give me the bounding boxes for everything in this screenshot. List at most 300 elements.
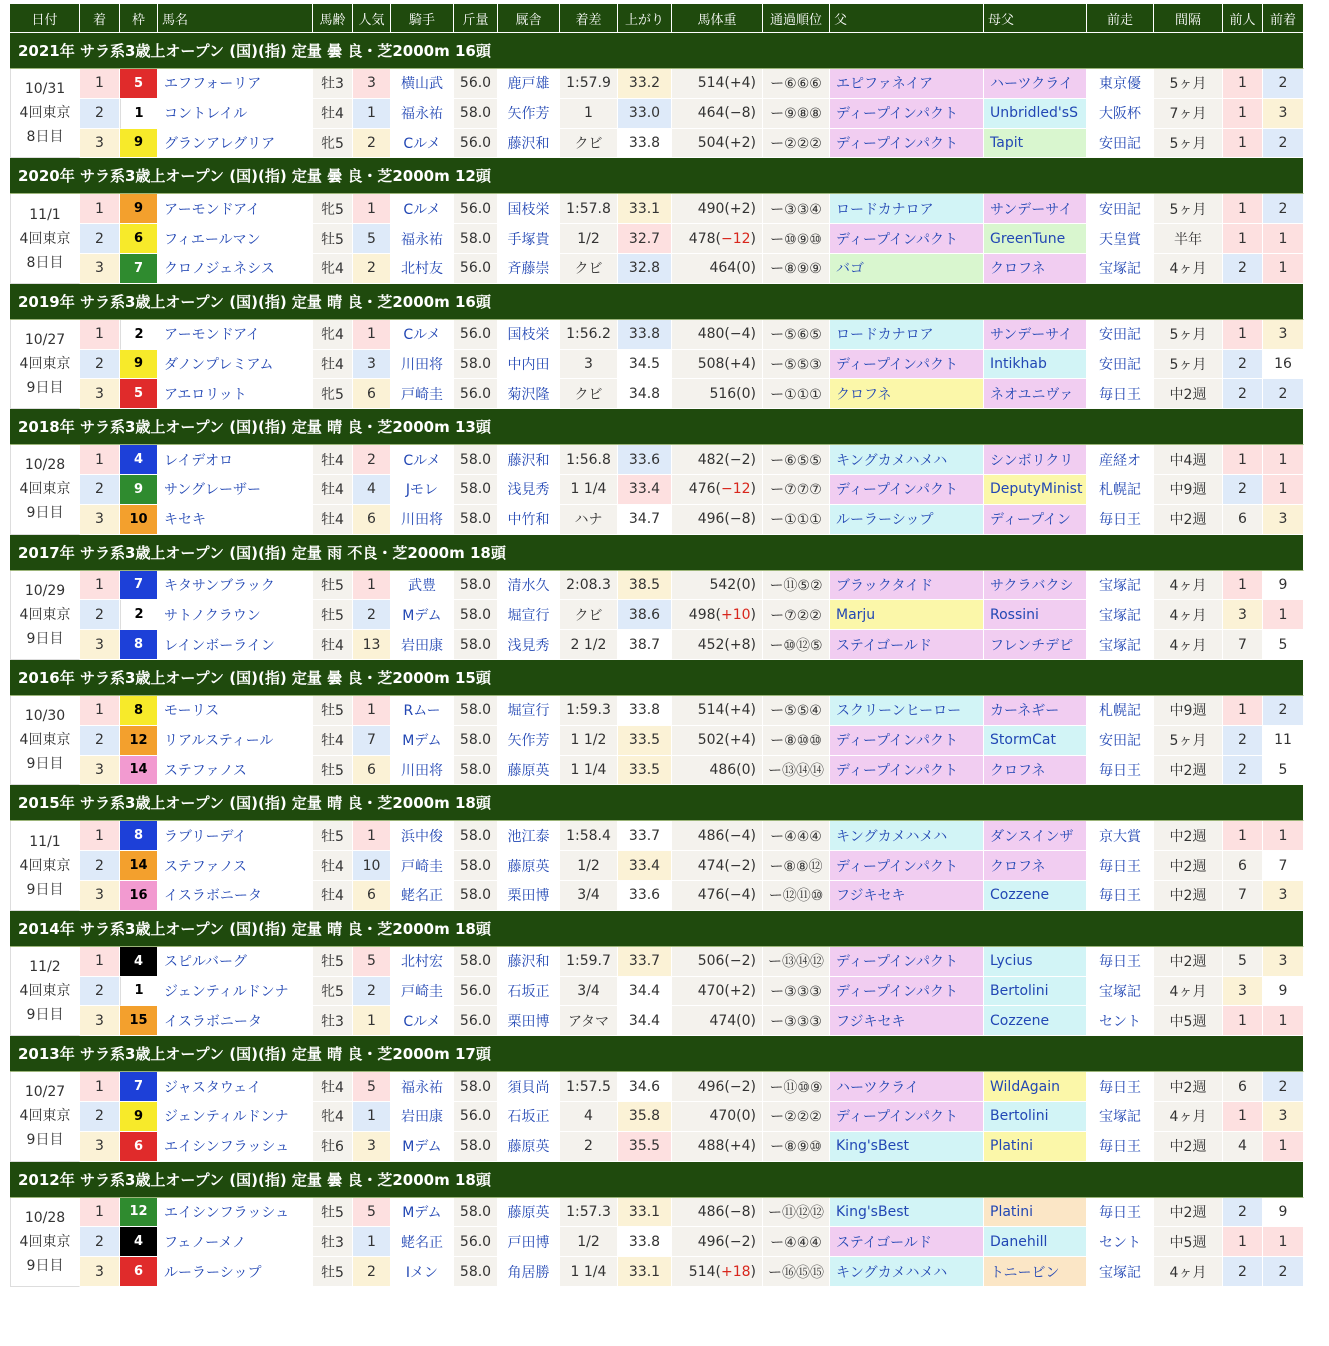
- passing-order: ー②②②: [763, 1102, 830, 1132]
- finish-rank: 3: [80, 881, 120, 911]
- prev-race-link[interactable]: 東京優: [1087, 69, 1154, 99]
- stable-link[interactable]: 鹿戸雄: [498, 69, 560, 99]
- passing-order: ー⑤⑤③: [763, 350, 830, 380]
- horse-age: 牡5: [313, 571, 353, 601]
- horse-name-link[interactable]: ステファノス: [158, 851, 313, 881]
- race-meet: 4回東京: [19, 1108, 71, 1125]
- carried-weight: 58.0: [454, 1132, 498, 1162]
- prev-race-link[interactable]: 宝塚記: [1087, 571, 1154, 601]
- jockey-link[interactable]: 福永祐: [391, 99, 454, 129]
- prev-rank: 1: [1263, 1006, 1304, 1036]
- sire-link[interactable]: キングカメハメハ: [830, 821, 984, 851]
- jockey-link[interactable]: Cルメ: [391, 129, 454, 159]
- broodmare-sire-link[interactable]: サンデーサイ: [984, 320, 1087, 350]
- prev-race-link[interactable]: 宝塚記: [1087, 1102, 1154, 1132]
- carried-weight: 56.0: [454, 1006, 498, 1036]
- race-meet: 4回東京: [19, 982, 71, 999]
- stable-link[interactable]: 菊沢隆: [498, 379, 560, 409]
- sire-link[interactable]: ディープインパクト: [830, 224, 984, 254]
- interval: 4ヶ月: [1154, 1102, 1223, 1132]
- sire-link[interactable]: King'sBest: [830, 1198, 984, 1228]
- sire-link[interactable]: ディープインパクト: [830, 99, 984, 129]
- broodmare-sire-link[interactable]: Platini: [984, 1132, 1087, 1162]
- sire-link[interactable]: ブラックタイド: [830, 571, 984, 601]
- carried-weight: 58.0: [454, 350, 498, 380]
- broodmare-sire-link[interactable]: シンボリクリ: [984, 445, 1087, 475]
- prev-popularity: 3: [1223, 977, 1263, 1007]
- sire-link[interactable]: ディープインパクト: [830, 350, 984, 380]
- carried-weight: 56.0: [454, 194, 498, 224]
- horse-name-link[interactable]: ジャスタウェイ: [158, 1072, 313, 1102]
- jockey-link[interactable]: 川田将: [391, 505, 454, 535]
- broodmare-sire-link[interactable]: Cozzene: [984, 881, 1087, 911]
- jockey-link[interactable]: 北村宏: [391, 947, 454, 977]
- result-row: [10, 445, 1304, 475]
- stable-link[interactable]: 国枝栄: [498, 194, 560, 224]
- sire-link[interactable]: ディープインパクト: [830, 129, 984, 159]
- stable-link[interactable]: 藤原英: [498, 1198, 560, 1228]
- horse-age: 牡3: [313, 1006, 353, 1036]
- last-3f-time: 33.4: [618, 475, 672, 505]
- prev-popularity: 1: [1223, 1102, 1263, 1132]
- sire-link[interactable]: ロードカナロア: [830, 320, 984, 350]
- prev-rank: 2: [1263, 1257, 1304, 1287]
- result-row: [10, 379, 1304, 409]
- broodmare-sire-link[interactable]: Bertolini: [984, 1102, 1087, 1132]
- broodmare-sire-link[interactable]: クロフネ: [984, 254, 1087, 284]
- horse-age: 牝4: [313, 254, 353, 284]
- popularity: 7: [353, 726, 391, 756]
- broodmare-sire-link[interactable]: Bertolini: [984, 977, 1087, 1007]
- stable-link[interactable]: 矢作芳: [498, 99, 560, 129]
- horse-name-link[interactable]: フィエールマン: [158, 224, 313, 254]
- horse-name-link[interactable]: コントレイル: [158, 99, 313, 129]
- prev-race-link[interactable]: 毎日王: [1087, 947, 1154, 977]
- stable-link[interactable]: 栗田博: [498, 881, 560, 911]
- sire-link[interactable]: フジキセキ: [830, 1006, 984, 1036]
- prev-rank: 2: [1263, 696, 1304, 726]
- jockey-link[interactable]: Mデム: [391, 1132, 454, 1162]
- body-weight: 474(−2): [672, 851, 763, 881]
- body-weight: 514(+4): [672, 69, 763, 99]
- interval: 5ヶ月: [1154, 129, 1223, 159]
- prev-popularity: 2: [1223, 350, 1263, 380]
- broodmare-sire-link[interactable]: ディープイン: [984, 505, 1087, 535]
- jockey-link[interactable]: 横山武: [391, 69, 454, 99]
- prev-race-link[interactable]: 毎日王: [1087, 1132, 1154, 1162]
- prev-race-link[interactable]: 宝塚記: [1087, 254, 1154, 284]
- broodmare-sire-link[interactable]: DeputyMinist: [984, 475, 1087, 505]
- prev-race-link[interactable]: 毎日王: [1087, 756, 1154, 786]
- margin: 1:57.8: [560, 194, 618, 224]
- interval: 中2週: [1154, 821, 1223, 851]
- last-3f-time: 33.8: [618, 696, 672, 726]
- margin: クビ: [560, 600, 618, 630]
- race-day: 8日目: [26, 254, 64, 271]
- prev-rank: 1: [1263, 445, 1304, 475]
- stable-link[interactable]: 池江泰: [498, 821, 560, 851]
- stable-link[interactable]: 清水久: [498, 571, 560, 601]
- carried-weight: 58.0: [454, 600, 498, 630]
- interval: 5ヶ月: [1154, 320, 1223, 350]
- sire-link[interactable]: ディープインパクト: [830, 726, 984, 756]
- stable-link[interactable]: 国枝栄: [498, 320, 560, 350]
- header-row: [10, 4, 1304, 33]
- sire-link[interactable]: ハーツクライ: [830, 1072, 984, 1102]
- broodmare-sire-link[interactable]: Rossini: [984, 600, 1087, 630]
- sire-link[interactable]: エピファネイア: [830, 69, 984, 99]
- race-date-cell: [10, 320, 80, 409]
- sire-link[interactable]: ディープインパクト: [830, 947, 984, 977]
- margin: 2 1/2: [560, 630, 618, 660]
- broodmare-sire-link[interactable]: WildAgain: [984, 1072, 1087, 1102]
- horse-name-link[interactable]: ラブリーデイ: [158, 821, 313, 851]
- sire-link[interactable]: ディープインパクト: [830, 475, 984, 505]
- prev-race-link[interactable]: 天皇賞: [1087, 224, 1154, 254]
- stable-link[interactable]: 栗田博: [498, 1006, 560, 1036]
- horse-name-link[interactable]: レインボーライン: [158, 630, 313, 660]
- last-3f-time: 33.8: [618, 1227, 672, 1257]
- interval: 4ヶ月: [1154, 571, 1223, 601]
- prev-race-link[interactable]: 宝塚記: [1087, 1257, 1154, 1287]
- stable-link[interactable]: 藤沢和: [498, 129, 560, 159]
- horse-name-link[interactable]: リアルスティール: [158, 726, 313, 756]
- prev-race-link[interactable]: 宝塚記: [1087, 630, 1154, 660]
- finish-rank: 1: [80, 69, 120, 99]
- horse-name-link[interactable]: イスラボニータ: [158, 1006, 313, 1036]
- stable-link[interactable]: 中内田: [498, 350, 560, 380]
- prev-race-link[interactable]: 毎日王: [1087, 881, 1154, 911]
- horse-name-link[interactable]: キタサンブラック: [158, 571, 313, 601]
- prev-race-link[interactable]: 毎日王: [1087, 379, 1154, 409]
- horse-name-link[interactable]: エフフォーリア: [158, 69, 313, 99]
- sire-link[interactable]: ディープインパクト: [830, 851, 984, 881]
- body-weight-text: 498(+10): [688, 606, 756, 623]
- last-3f-time: 35.5: [618, 1132, 672, 1162]
- popularity: 1: [353, 821, 391, 851]
- sire-link[interactable]: ディープインパクト: [830, 756, 984, 786]
- result-row: [10, 69, 1304, 99]
- body-weight: 486(0): [672, 756, 763, 786]
- sire-link[interactable]: フジキセキ: [830, 881, 984, 911]
- broodmare-sire-link[interactable]: ハーツクライ: [984, 69, 1087, 99]
- horse-age: 牝5: [313, 379, 353, 409]
- interval: 7ヶ月: [1154, 99, 1223, 129]
- prev-race-link[interactable]: セント: [1087, 1227, 1154, 1257]
- stable-link[interactable]: 堀宣行: [498, 600, 560, 630]
- jockey-link[interactable]: 武豊: [391, 571, 454, 601]
- stable-link[interactable]: 須貝尚: [498, 1072, 560, 1102]
- passing-order: ー⑨⑧⑧: [763, 99, 830, 129]
- result-row: [10, 571, 1304, 601]
- carried-weight: 56.0: [454, 1102, 498, 1132]
- race-meet: 4回東京: [19, 732, 71, 749]
- horse-name-link[interactable]: ルーラーシップ: [158, 1257, 313, 1287]
- last-3f-time: 33.6: [618, 445, 672, 475]
- sire-link[interactable]: キングカメハメハ: [830, 445, 984, 475]
- last-3f-time: 34.8: [618, 379, 672, 409]
- stable-link[interactable]: 浅見秀: [498, 630, 560, 660]
- stable-link[interactable]: 斉藤崇: [498, 254, 560, 284]
- interval: 中9週: [1154, 475, 1223, 505]
- stable-link[interactable]: 中竹和: [498, 505, 560, 535]
- jockey-link[interactable]: Cルメ: [391, 445, 454, 475]
- prev-race-link[interactable]: 産経オ: [1087, 445, 1154, 475]
- jockey-link[interactable]: 福永祐: [391, 224, 454, 254]
- jockey-link[interactable]: 蛯名正: [391, 881, 454, 911]
- prev-race-link[interactable]: 毎日王: [1087, 851, 1154, 881]
- passing-order: ー③③③: [763, 1006, 830, 1036]
- prev-popularity: 1: [1223, 1227, 1263, 1257]
- prev-race-link[interactable]: 札幌記: [1087, 696, 1154, 726]
- carried-weight: 58.0: [454, 445, 498, 475]
- broodmare-sire-link[interactable]: Danehill: [984, 1227, 1087, 1257]
- broodmare-sire-link[interactable]: Lycius: [984, 947, 1087, 977]
- stable-link[interactable]: 矢作芳: [498, 726, 560, 756]
- interval: 中2週: [1154, 505, 1223, 535]
- sire-link[interactable]: ステイゴールド: [830, 630, 984, 660]
- jockey-link[interactable]: Mデム: [391, 600, 454, 630]
- broodmare-sire-link[interactable]: Intikhab: [984, 350, 1087, 380]
- sire-link[interactable]: クロフネ: [830, 379, 984, 409]
- last-3f-time: 33.1: [618, 1198, 672, 1228]
- horse-age: 牡4: [313, 350, 353, 380]
- prev-rank: 3: [1263, 947, 1304, 977]
- body-weight: 474(0): [672, 1006, 763, 1036]
- broodmare-sire-link[interactable]: StormCat: [984, 726, 1087, 756]
- prev-race-link[interactable]: 安田記: [1087, 129, 1154, 159]
- carried-weight: 58.0: [454, 224, 498, 254]
- horse-name-link[interactable]: サングレーザー: [158, 475, 313, 505]
- waku-number: 1: [120, 99, 158, 129]
- sire-link[interactable]: Marju: [830, 600, 984, 630]
- horse-name-link[interactable]: モーリス: [158, 696, 313, 726]
- race-date-cell: [10, 1072, 80, 1161]
- race-day: 9日目: [26, 1006, 64, 1023]
- prev-rank: 5: [1263, 756, 1304, 786]
- sire-link[interactable]: スクリーンヒーロー: [830, 696, 984, 726]
- passing-order: ー⑧⑨⑩: [763, 1132, 830, 1162]
- jockey-link[interactable]: 戸崎圭: [391, 851, 454, 881]
- stable-link[interactable]: 石坂正: [498, 977, 560, 1007]
- prev-race-link[interactable]: 宝塚記: [1087, 600, 1154, 630]
- race-header-row: [10, 409, 1304, 445]
- broodmare-sire-link[interactable]: クロフネ: [984, 756, 1087, 786]
- margin: 4: [560, 1102, 618, 1132]
- broodmare-sire-link[interactable]: サンデーサイ: [984, 194, 1087, 224]
- jockey-link[interactable]: 福永祐: [391, 1072, 454, 1102]
- prev-popularity: 1: [1223, 320, 1263, 350]
- stable-link[interactable]: 藤原英: [498, 1132, 560, 1162]
- last-3f-time: 33.7: [618, 947, 672, 977]
- race-title: 2012年 サラ系3歳上オープン (国)(指) 定量 曇 良・芝2000m 18頭: [10, 1162, 1304, 1198]
- jockey-link[interactable]: Jモレ: [391, 475, 454, 505]
- waku-number: 7: [120, 571, 158, 601]
- finish-rank: 3: [80, 1257, 120, 1287]
- prev-race-link[interactable]: セント: [1087, 1006, 1154, 1036]
- prev-race-link[interactable]: 京大賞: [1087, 821, 1154, 851]
- result-row: [10, 1132, 1304, 1162]
- stable-link[interactable]: 手塚貴: [498, 224, 560, 254]
- carried-weight: 58.0: [454, 726, 498, 756]
- broodmare-sire-link[interactable]: サクラバクシ: [984, 571, 1087, 601]
- sire-link[interactable]: ロードカナロア: [830, 194, 984, 224]
- prev-popularity: 2: [1223, 475, 1263, 505]
- interval: 4ヶ月: [1154, 1257, 1223, 1287]
- jockey-link[interactable]: 蛯名正: [391, 1227, 454, 1257]
- header-interval: 間隔: [1154, 4, 1223, 33]
- interval: 5ヶ月: [1154, 350, 1223, 380]
- horse-name-link[interactable]: エイシンフラッシュ: [158, 1198, 313, 1228]
- prev-race-link[interactable]: 毎日王: [1087, 1072, 1154, 1102]
- prev-rank: 16: [1263, 350, 1304, 380]
- prev-popularity: 7: [1223, 881, 1263, 911]
- broodmare-sire-link[interactable]: トニービン: [984, 1257, 1087, 1287]
- horse-name-link[interactable]: キセキ: [158, 505, 313, 535]
- stable-link[interactable]: 藤沢和: [498, 947, 560, 977]
- horse-age: 牡3: [313, 69, 353, 99]
- horse-name-link[interactable]: フェノーメノ: [158, 1227, 313, 1257]
- passing-order: ー⑯⑮⑮: [763, 1257, 830, 1287]
- horse-name-link[interactable]: スピルバーグ: [158, 947, 313, 977]
- prev-race-link[interactable]: 安田記: [1087, 350, 1154, 380]
- horse-name-link[interactable]: サトノクラウン: [158, 600, 313, 630]
- horse-name-link[interactable]: ステファノス: [158, 756, 313, 786]
- stable-link[interactable]: 藤沢和: [498, 445, 560, 475]
- prev-popularity: 6: [1223, 851, 1263, 881]
- prev-rank: 3: [1263, 320, 1304, 350]
- waku-number: 6: [120, 1257, 158, 1287]
- jockey-link[interactable]: 岩田康: [391, 630, 454, 660]
- body-weight: 504(+2): [672, 129, 763, 159]
- jockey-link[interactable]: 戸崎圭: [391, 379, 454, 409]
- horse-name-link[interactable]: クロノジェネシス: [158, 254, 313, 284]
- passing-order: ー⑧⑩⑩: [763, 726, 830, 756]
- broodmare-sire-link[interactable]: Tapit: [984, 129, 1087, 159]
- prev-popularity: 1: [1223, 129, 1263, 159]
- horse-name-link[interactable]: イスラボニータ: [158, 881, 313, 911]
- prev-popularity: 1: [1223, 445, 1263, 475]
- jockey-link[interactable]: Rムー: [391, 696, 454, 726]
- jockey-link[interactable]: 川田将: [391, 350, 454, 380]
- interval: 半年: [1154, 224, 1223, 254]
- horse-name-link[interactable]: レイデオロ: [158, 445, 313, 475]
- interval: 中2週: [1154, 379, 1223, 409]
- prev-rank: 3: [1263, 505, 1304, 535]
- horse-name-link[interactable]: アーモンドアイ: [158, 320, 313, 350]
- stable-link[interactable]: 戸田博: [498, 1227, 560, 1257]
- jockey-link[interactable]: Cルメ: [391, 194, 454, 224]
- popularity: 1: [353, 320, 391, 350]
- prev-race-link[interactable]: 大阪杯: [1087, 99, 1154, 129]
- sire-link[interactable]: ディープインパクト: [830, 977, 984, 1007]
- sire-link[interactable]: ルーラーシップ: [830, 505, 984, 535]
- broodmare-sire-link[interactable]: カーネギー: [984, 696, 1087, 726]
- jockey-link[interactable]: 浜中俊: [391, 821, 454, 851]
- finish-rank: 2: [80, 1227, 120, 1257]
- sire-link[interactable]: King'sBest: [830, 1132, 984, 1162]
- broodmare-sire-link[interactable]: Platini: [984, 1198, 1087, 1228]
- horse-age: 牡5: [313, 1257, 353, 1287]
- horse-age: 牝5: [313, 977, 353, 1007]
- prev-race-link[interactable]: 安田記: [1087, 320, 1154, 350]
- prev-race-link[interactable]: 札幌記: [1087, 475, 1154, 505]
- broodmare-sire-link[interactable]: フレンチデピ: [984, 630, 1087, 660]
- broodmare-sire-link[interactable]: クロフネ: [984, 851, 1087, 881]
- stable-link[interactable]: 角居勝: [498, 1257, 560, 1287]
- race-day: 9日目: [26, 756, 64, 773]
- carried-weight: 58.0: [454, 505, 498, 535]
- race-header-row: [10, 535, 1304, 571]
- horse-name-link[interactable]: ジェンティルドンナ: [158, 1102, 313, 1132]
- jockey-link[interactable]: 戸崎圭: [391, 977, 454, 1007]
- horse-age: 牡4: [313, 630, 353, 660]
- body-weight: 470(+2): [672, 977, 763, 1007]
- stable-link[interactable]: 藤原英: [498, 756, 560, 786]
- margin: 2: [560, 1132, 618, 1162]
- carried-weight: 58.0: [454, 696, 498, 726]
- prev-race-link[interactable]: 毎日王: [1087, 505, 1154, 535]
- horse-name-link[interactable]: アエロリット: [158, 379, 313, 409]
- popularity: 1: [353, 99, 391, 129]
- horse-age: 牝4: [313, 1102, 353, 1132]
- prev-rank: 1: [1263, 1227, 1304, 1257]
- passing-order: ー④④④: [763, 1227, 830, 1257]
- sire-link[interactable]: ステイゴールド: [830, 1227, 984, 1257]
- prev-race-link[interactable]: 安田記: [1087, 194, 1154, 224]
- popularity: 2: [353, 977, 391, 1007]
- stable-link[interactable]: 藤原英: [498, 851, 560, 881]
- passing-order: ー④④④: [763, 821, 830, 851]
- jockey-link[interactable]: 岩田康: [391, 1102, 454, 1132]
- jockey-link[interactable]: Mデム: [391, 726, 454, 756]
- prev-race-link[interactable]: 宝塚記: [1087, 977, 1154, 1007]
- broodmare-sire-link[interactable]: Cozzene: [984, 1006, 1087, 1036]
- sire-link[interactable]: ディープインパクト: [830, 1102, 984, 1132]
- jockey-link[interactable]: 川田将: [391, 756, 454, 786]
- interval: 中2週: [1154, 1072, 1223, 1102]
- jockey-link[interactable]: 北村友: [391, 254, 454, 284]
- horse-name-link[interactable]: ジェンティルドンナ: [158, 977, 313, 1007]
- passing-order: ー⑩⑨⑩: [763, 224, 830, 254]
- stable-link[interactable]: 石坂正: [498, 1102, 560, 1132]
- prev-race-link[interactable]: 安田記: [1087, 726, 1154, 756]
- prev-rank: 7: [1263, 851, 1304, 881]
- broodmare-sire-link[interactable]: ダンスインザ: [984, 821, 1087, 851]
- interval: 4ヶ月: [1154, 630, 1223, 660]
- horse-age: 牡5: [313, 947, 353, 977]
- prev-race-link[interactable]: 毎日王: [1087, 1198, 1154, 1228]
- jockey-link[interactable]: Mデム: [391, 1198, 454, 1228]
- sire-link[interactable]: キングカメハメハ: [830, 1257, 984, 1287]
- horse-name-link[interactable]: ダノンプレミアム: [158, 350, 313, 380]
- stable-link[interactable]: 浅見秀: [498, 475, 560, 505]
- passing-order: ー③③④: [763, 194, 830, 224]
- broodmare-sire-link[interactable]: ネオユニヴァ: [984, 379, 1087, 409]
- horse-name-link[interactable]: エイシンフラッシュ: [158, 1132, 313, 1162]
- race-title: 2014年 サラ系3歳上オープン (国)(指) 定量 晴 良・芝2000m 18頭: [10, 911, 1304, 947]
- sire-link[interactable]: バゴ: [830, 254, 984, 284]
- finish-rank: 1: [80, 821, 120, 851]
- horse-name-link[interactable]: グランアレグリア: [158, 129, 313, 159]
- broodmare-sire-link[interactable]: Unbridled'sS: [984, 99, 1087, 129]
- horse-name-link[interactable]: アーモンドアイ: [158, 194, 313, 224]
- jockey-link[interactable]: Cルメ: [391, 1006, 454, 1036]
- stable-link[interactable]: 堀宣行: [498, 696, 560, 726]
- broodmare-sire-link[interactable]: GreenTune: [984, 224, 1087, 254]
- jockey-link[interactable]: Iメン: [391, 1257, 454, 1287]
- jockey-link[interactable]: Cルメ: [391, 320, 454, 350]
